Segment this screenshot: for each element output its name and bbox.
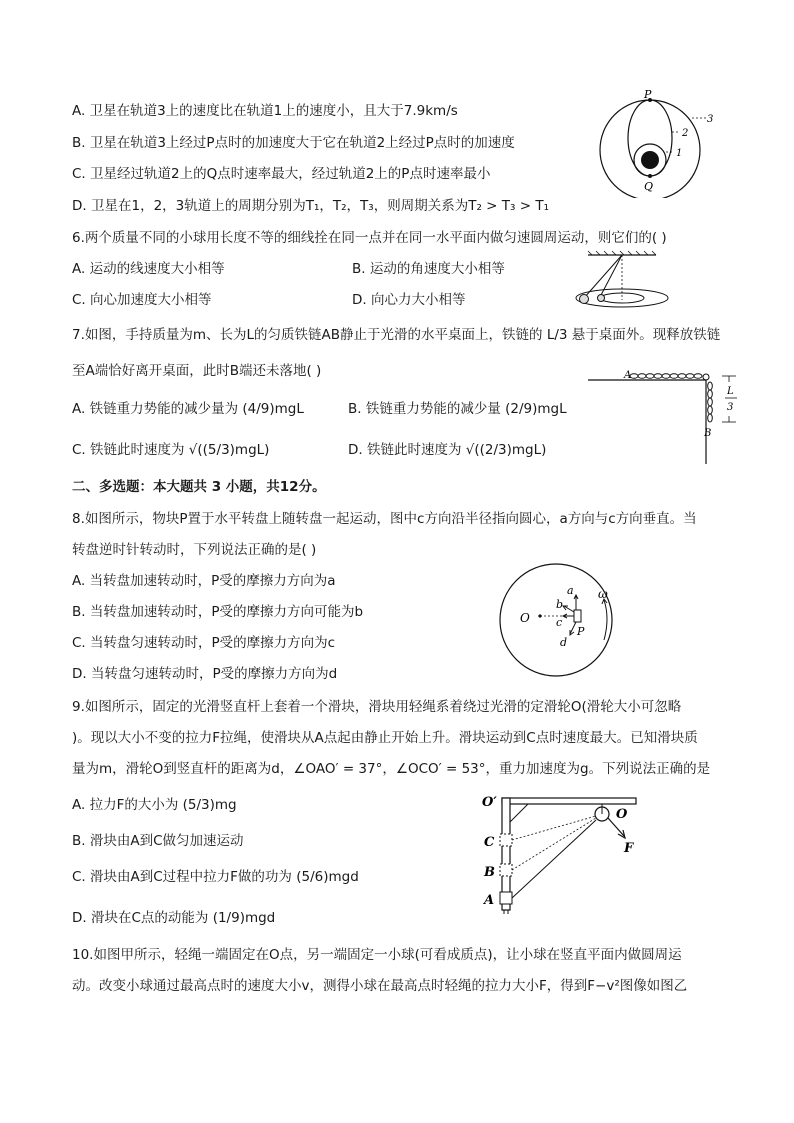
label-c: C (484, 835, 495, 850)
q7-stem-line1: 7.如图，手持质量为m、长为L的匀质铁链AB静止于光滑的水平桌面上，铁链的 L/3 悬于桌面外。现释放铁链 (72, 327, 721, 343)
q10-stem-line2: 动。改变小球通过最高点时的速度大小v，测得小球在最高点时轻绳的拉力大小F，得到F−v²图像如图乙 (72, 978, 688, 994)
chain-figure (588, 362, 748, 466)
q6-option-b: B. 运动的角速度大小相等 (352, 261, 505, 277)
q7-option-c: C. 铁链此时速度为 √((5/3)mgL) (72, 442, 270, 458)
q5-option-d: D. 卫星在1，2，3轨道上的周期分别为T₁，T₂，T₃，则周期关系为T₂ > T₃ > T₁ (72, 198, 549, 214)
q6-option-d: D. 向心力大小相等 (352, 292, 466, 308)
label-b: B (484, 865, 495, 880)
ball-icon (580, 295, 589, 304)
turntable-figure (478, 562, 638, 682)
label-o: O (616, 807, 628, 822)
label-omega: ω (598, 587, 608, 601)
q8-stem-line1: 8.如图所示，物块P置于水平转盘上随转盘一起运动，图中c方向沿半径指向圆心，a方向与c方向垂直。当 (72, 511, 697, 527)
conical-pendulum-figure (572, 250, 682, 312)
q8-option-b: B. 当转盘加速转动时，P受的摩擦力方向可能为b (72, 604, 364, 620)
label-a: A (624, 370, 632, 381)
q5-option-c: C. 卫星经过轨道2上的Q点时速率最大，经过轨道2上的P点时速率最小 (72, 166, 491, 182)
slider-b (500, 864, 512, 876)
q8-option-d: D. 当转盘匀速转动时，P受的摩擦力方向为d (72, 666, 338, 682)
q6-stem: 6.两个质量不同的小球用长度不等的细线拴在同一点并在同一水平面内做匀速圆周运动，则它们的( ) (72, 230, 667, 246)
label-o-prime: O′ (482, 795, 497, 810)
q7-option-b: B. 铁链重力势能的减少量 (2/9)mgL (348, 401, 567, 417)
orbit-figure (580, 88, 730, 198)
q7-stem-line2: 至A端恰好离开桌面，此时B端还未落地( ) (72, 363, 322, 379)
slider-c (500, 834, 512, 846)
q9-option-b: B. 滑块由A到C做匀加速运动 (72, 833, 244, 849)
q9-stem-line3: 量为m，滑轮O到竖直杆的距离为d，∠OAO′ = 37°，∠OCO′ = 53°，重力加速度为g。下列说法正确的是 (72, 761, 711, 777)
q7-option-d: D. 铁链此时速度为 √((2/3)mgL) (348, 442, 547, 458)
label-b: b (556, 598, 564, 611)
q6-option-c: C. 向心加速度大小相等 (72, 292, 212, 308)
label-q: Q (644, 180, 654, 193)
q8-option-a: A. 当转盘加速转动时，P受的摩擦力方向为a (72, 573, 336, 589)
q5-option-a: A. 卫星在轨道3上的速度比在轨道1上的速度小，且大于7.9km/s (72, 103, 458, 119)
label-b: B (704, 428, 712, 439)
label-3: 3 (727, 402, 734, 413)
block-p (574, 610, 581, 622)
beam (502, 798, 636, 804)
q8-option-c: C. 当转盘匀速转动时，P受的摩擦力方向为c (72, 635, 336, 651)
q5-option-b: B. 卫星在轨道3上经过P点时的加速度大于它在轨道2上经过P点时的加速度 (72, 135, 515, 151)
q9-option-a: A. 拉力F的大小为 (5/3)mg (72, 797, 237, 813)
label-p: P (644, 88, 652, 101)
label-p: P (577, 625, 585, 638)
label-2: 2 (682, 128, 689, 139)
label-a: a (567, 584, 574, 597)
label-d: d (560, 636, 568, 649)
label-o: O (520, 611, 530, 625)
ball-icon (598, 295, 605, 302)
label-a: A (484, 893, 495, 908)
label-1: 1 (676, 148, 683, 159)
label-3: 3 (707, 114, 714, 125)
q6-option-a: A. 运动的线速度大小相等 (72, 261, 225, 277)
label-c: c (556, 616, 563, 629)
label-f: F (624, 841, 634, 856)
q9-stem-line2: )。现以大小不变的拉力F拉绳，使滑块从A点起由静止开始上升。滑块运动到C点时速度最大。已知滑块质 (72, 730, 698, 746)
q9-option-c: C. 滑块由A到C过程中拉力F做的功为 (5/6)mgd (72, 869, 359, 885)
point-q (648, 174, 652, 178)
earth-icon (641, 151, 659, 169)
q9-option-d: D. 滑块在C点的动能为 (1/9)mgd (72, 910, 276, 926)
q9-stem-line1: 9.如图所示，固定的光滑竖直杆上套着一个滑块，滑块用轻绳系着绕过光滑的定滑轮O(滑轮大小可忽略 (72, 699, 682, 715)
section-title: 二、多选题：本大题共 3 小题，共12分。 (72, 479, 326, 495)
slider-a (500, 892, 512, 904)
pulley-figure (478, 792, 643, 917)
label-l: L (727, 386, 734, 397)
q8-stem-line2: 转盘逆时针转动时，下列说法正确的是( ) (72, 542, 317, 558)
q10-stem-line1: 10.如图甲所示，轻绳一端固定在O点，另一端固定一小球(可看成质点)，让小球在竖直平面内做圆周运 (72, 947, 682, 963)
q7-option-a: A. 铁链重力势能的减少量为 (4/9)mgL (72, 401, 304, 417)
